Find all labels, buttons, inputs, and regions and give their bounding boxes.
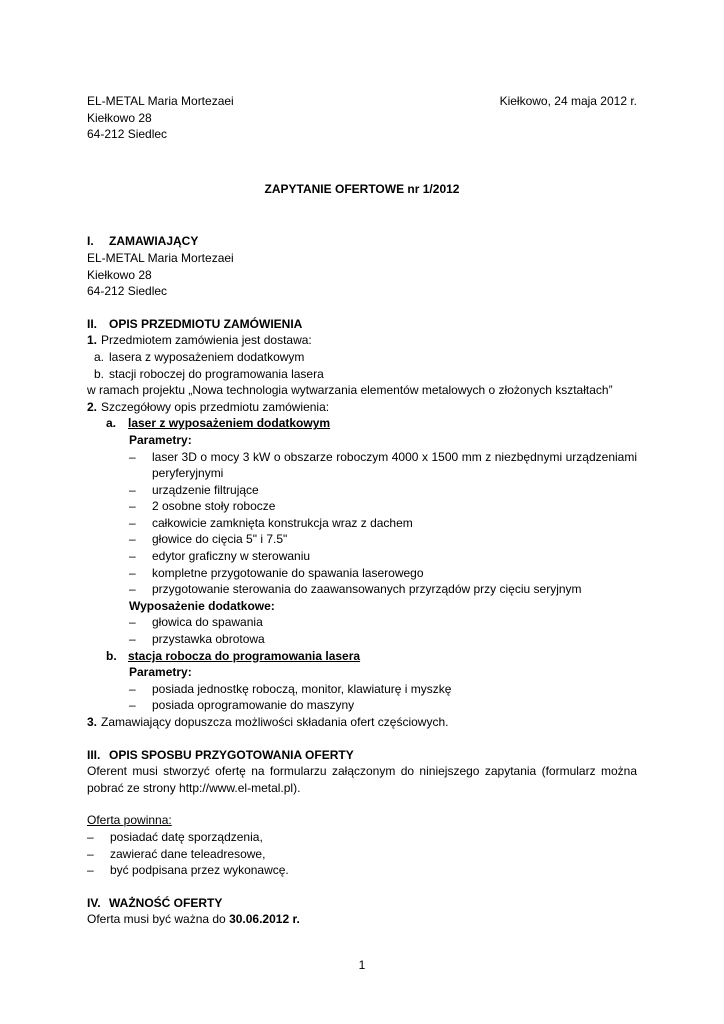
item-text: zawierać dane teleadresowe,: [110, 846, 266, 861]
section-paragraph: Oferent musi stworzyć ofertę na formularzu załączonym do niniejszego zapytania (formularz można pobrać ze strony http://www.el-metal.pl).: [87, 764, 637, 795]
dash-bullet: –: [129, 515, 136, 530]
lettered-item: [87, 349, 637, 366]
lettered-item: [87, 366, 637, 383]
dash-bullet: –: [129, 681, 136, 696]
sender-address: [87, 93, 234, 143]
numbered-item: [87, 714, 637, 731]
list-item: [129, 531, 637, 548]
validity-line: [87, 911, 637, 928]
params-label: Parametry:: [129, 665, 192, 680]
item-text: edytor graficzny w sterowaniu: [152, 549, 311, 564]
list-item: [129, 449, 637, 482]
numbered-item: [87, 399, 637, 416]
dash-bullet: –: [87, 829, 94, 844]
list-item: [87, 829, 637, 846]
list-item: [129, 681, 637, 698]
item-letter: a.: [94, 349, 105, 364]
item-text: stacji roboczej do programowania lasera: [109, 366, 324, 381]
document-page: [87, 93, 637, 928]
item-text: głowica do spawania: [152, 615, 263, 630]
place-date: Kiełkowo, 24 maja 2012 r.: [499, 94, 637, 108]
orderer-line: 64-212 Siedlec: [87, 284, 168, 299]
section-title: WAŻNOŚĆ OFERTY: [109, 895, 223, 910]
section-opis-przedmiotu: [87, 316, 637, 731]
dash-bullet: –: [87, 846, 94, 861]
list-item: [87, 862, 637, 879]
item-letter: b.: [94, 366, 105, 381]
list-item: [129, 697, 637, 714]
item-text: stacja robocza do programowania lasera: [128, 648, 361, 663]
subsection-heading: [87, 415, 637, 432]
dash-bullet: –: [129, 565, 136, 580]
item-text: posiada oprogramowanie do maszyny: [152, 698, 355, 713]
section-number: I.: [87, 234, 94, 249]
dash-bullet: –: [129, 582, 136, 597]
list-item: [129, 498, 637, 515]
validity-text: Oferta musi być ważna do: [87, 912, 230, 927]
item-text: kompletne przygotowanie do spawania laserowego: [152, 565, 424, 580]
params-list: [87, 449, 637, 598]
dash-bullet: –: [129, 615, 136, 630]
item-text: głowice do cięcia 5" i 7.5": [152, 532, 288, 547]
dash-bullet: –: [129, 532, 136, 547]
item-text: Zamawiający dopuszcza możliwości składania ofert częściowych.: [101, 715, 449, 729]
item-text: być podpisana przez wykonawcę.: [110, 863, 289, 878]
section-number: II.: [87, 316, 98, 331]
subsection-heading: [87, 648, 637, 665]
item-text: przystawka obrotowa: [152, 632, 265, 647]
item-text: lasera z wyposażeniem dodatkowym: [109, 349, 305, 364]
sender-street: Kiełkowo 28: [87, 110, 152, 125]
section-zamawiajacy: [87, 233, 637, 299]
item-letter: b.: [106, 648, 117, 663]
orderer-line: Kiełkowo 28: [87, 267, 152, 282]
list-item: [129, 581, 637, 598]
list-item: [129, 614, 637, 631]
dash-bullet: –: [129, 499, 136, 514]
item-text: posiadać datę sporządzenia,: [110, 829, 263, 844]
offer-label: Oferta powinna:: [87, 813, 172, 828]
dash-bullet: –: [129, 632, 136, 647]
section-heading: [87, 895, 637, 912]
validity-date: 30.06.2012 r.: [229, 912, 300, 927]
item-text: posiada jednostkę roboczą, monitor, klawiaturę i myszkę: [152, 681, 452, 696]
section-title: OPIS PRZEDMIOTU ZAMÓWIENIA: [109, 316, 303, 331]
sender-city: 64-212 Siedlec: [87, 127, 168, 142]
section-heading: [87, 316, 637, 333]
section-number: IV.: [87, 895, 101, 910]
section-number: III.: [87, 747, 101, 762]
dash-bullet: –: [129, 549, 136, 564]
list-item: [129, 631, 637, 648]
document-title: ZAPYTANIE OFERTOWE nr 1/2012: [264, 181, 460, 196]
extras-label: Wyposażenie dodatkowe:: [129, 598, 275, 613]
item-text: przygotowanie sterowania do zaawansowanych przyrządów przy cięciu seryjnym: [152, 582, 582, 597]
dash-bullet: –: [129, 449, 136, 464]
item-text: laser 3D o mocy 3 kW o obszarze roboczym 4000 x 1500 mm z niezbędnymi urządzeniami peryferyjnymi: [152, 449, 637, 481]
letter-header: [87, 93, 637, 143]
extras-list: [87, 614, 637, 647]
page-number: 1: [358, 958, 366, 972]
section-title: OPIS SPOSBU PRZYGOTOWANIA OFERTY: [109, 747, 354, 762]
item-text: Przedmiotem zamówienia jest dostawa:: [101, 333, 312, 348]
dash-bullet: –: [87, 863, 94, 878]
item-number: 2.: [87, 399, 98, 414]
params-list: [87, 681, 637, 714]
section-heading: [87, 747, 637, 764]
project-line: w ramach projektu „Nowa technologia wytwarzania elementów metalowych o złożonych kształtach”: [87, 383, 613, 398]
list-item: [87, 846, 637, 863]
section-waznosc-oferty: [87, 895, 637, 928]
item-text: urządzenie filtrujące: [152, 482, 259, 497]
item-text: 2 osobne stoły robocze: [152, 499, 276, 514]
numbered-item: [87, 332, 637, 349]
list-item: [129, 482, 637, 499]
item-text: laser z wyposażeniem dodatkowym: [128, 416, 331, 431]
section-przygotowanie-oferty: [87, 747, 637, 879]
item-text: Szczegółowy opis przedmiotu zamówienia:: [101, 399, 330, 414]
list-item: [129, 565, 637, 582]
list-item: [129, 548, 637, 565]
dash-bullet: –: [129, 482, 136, 497]
item-text: całkowicie zamknięta konstrukcja wraz z dachem: [152, 515, 413, 530]
sender-company: EL-METAL Maria Mortezaei: [87, 94, 234, 108]
dash-bullet: –: [129, 698, 136, 713]
section-heading: [87, 233, 637, 250]
item-number: 1.: [87, 333, 98, 348]
orderer-line: EL-METAL Maria Mortezaei: [87, 250, 234, 265]
item-number: 3.: [87, 715, 98, 729]
section-title: ZAMAWIAJĄCY: [109, 234, 199, 249]
item-letter: a.: [106, 416, 117, 431]
params-label: Parametry:: [129, 432, 192, 447]
list-item: [129, 515, 637, 532]
